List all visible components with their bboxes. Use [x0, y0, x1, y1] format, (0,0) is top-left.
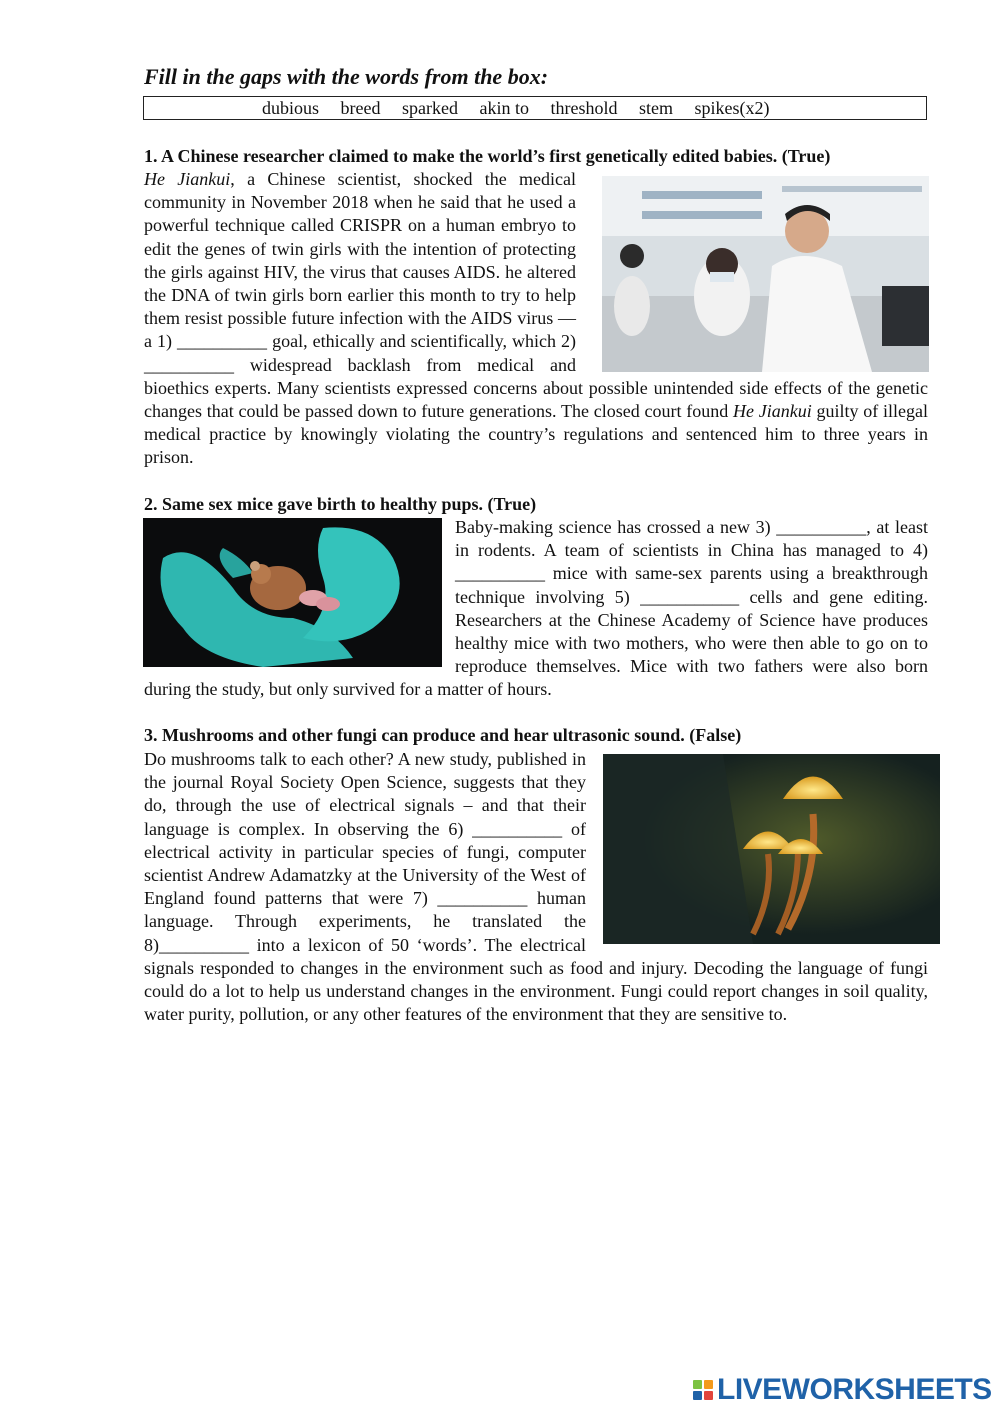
- section-1-heading: 1. A Chinese researcher claimed to make the world’s first genetically edited babies. (True): [144, 146, 831, 166]
- word-box-item: threshold: [550, 98, 618, 118]
- section-3-text-wrap: [144, 748, 928, 1026]
- word-box-item: sparked: [402, 98, 458, 118]
- worksheet-title: Fill in the gaps with the words from the box:: [144, 64, 549, 89]
- logo-text: LIVEWORKSHEETS: [717, 1373, 992, 1406]
- section-2-body-text: Baby-making science has crossed a new 3) __________, at least in rodents. A team of scientists in China has managed to 4) __________ mice with same-sex parents using a breakthrough technique involving 5) ___________ cells and gene editing. Researchers at the Chinese Academy of Science have produces healthy mice with two mothers, who were then able to go on to reproduce themselves. Mice with two fathers were also born during the study, but only survived for a matter of hours.: [144, 517, 928, 700]
- section-3-body: [144, 748, 928, 1026]
- section-2-text-wrap: [144, 516, 928, 702]
- section-3-heading: 3. Mushrooms and other fungi can produce and hear ultrasonic sound. (False): [144, 725, 742, 745]
- word-box-item: akin to: [479, 98, 529, 118]
- word-box-item: stem: [638, 98, 673, 118]
- section-2-body: [144, 516, 928, 702]
- scientist-name: He Jiankui: [732, 401, 812, 422]
- section-1-body-b: guilty of illegal medical practice by knowingly violating the country’s regulations and sentenced him to three years in prison.: [144, 401, 928, 468]
- image-float-spacer: [144, 516, 455, 678]
- word-box: [143, 96, 927, 120]
- image-float-spacer: [576, 168, 928, 375]
- section-2-heading: 2. Same sex mice gave birth to healthy pups. (True): [144, 494, 537, 514]
- liveworksheets-logo: [693, 1372, 992, 1408]
- section-1-body-a: , a Chinese scientist, shocked the medical community in November 2018 when he said that he used a powerful technique called CRISPR on a human embryo to edit the genes of twin girls with the intention of protecting the girls against HIV, the virus that causes AIDS. he altered the DNA of twin girls born earlier this month to try to help them resist possible future infection with the AIDS virus — a 1) __________ goal, ethically and scientifically, which 2) __________ widespread backlash from medical and bioethics experts. Many scientists expressed concerns about possible unintended side effects of the genetic changes that could be passed down to future generations. The closed court found: [144, 169, 928, 422]
- scientist-name: He Jiankui: [144, 169, 231, 189]
- logo-mark-icon: [693, 1380, 713, 1400]
- image-float-spacer: [586, 748, 928, 954]
- section-1-text-wrap: [144, 168, 928, 470]
- word-box-item: dubious: [262, 98, 320, 118]
- section-3-body-text: Do mushrooms talk to each other? A new study, published in the journal Royal Society Open Science, suggests that they do, through the use of electrical signals – and that their language is complex. In observing the 6) __________ of electrical activity in particular species of fungi, computer scientist Andrew Adamatzky at the University of the West of England found patterns that were 7) __________ human language. Through experiments, he translated the 8)__________ into a lexicon of 50 ‘words’. The electrical signals responded to changes in the environment such as food and injury. Decoding the language of fungi could do a lot to help us understand changes in the environment. Fungi could report changes in soil quality, water purity, pollution, or any other features of the environment that they are sensitive to.: [144, 749, 928, 1025]
- word-box-item: spikes(x2): [694, 98, 770, 118]
- word-box-item: breed: [340, 98, 381, 118]
